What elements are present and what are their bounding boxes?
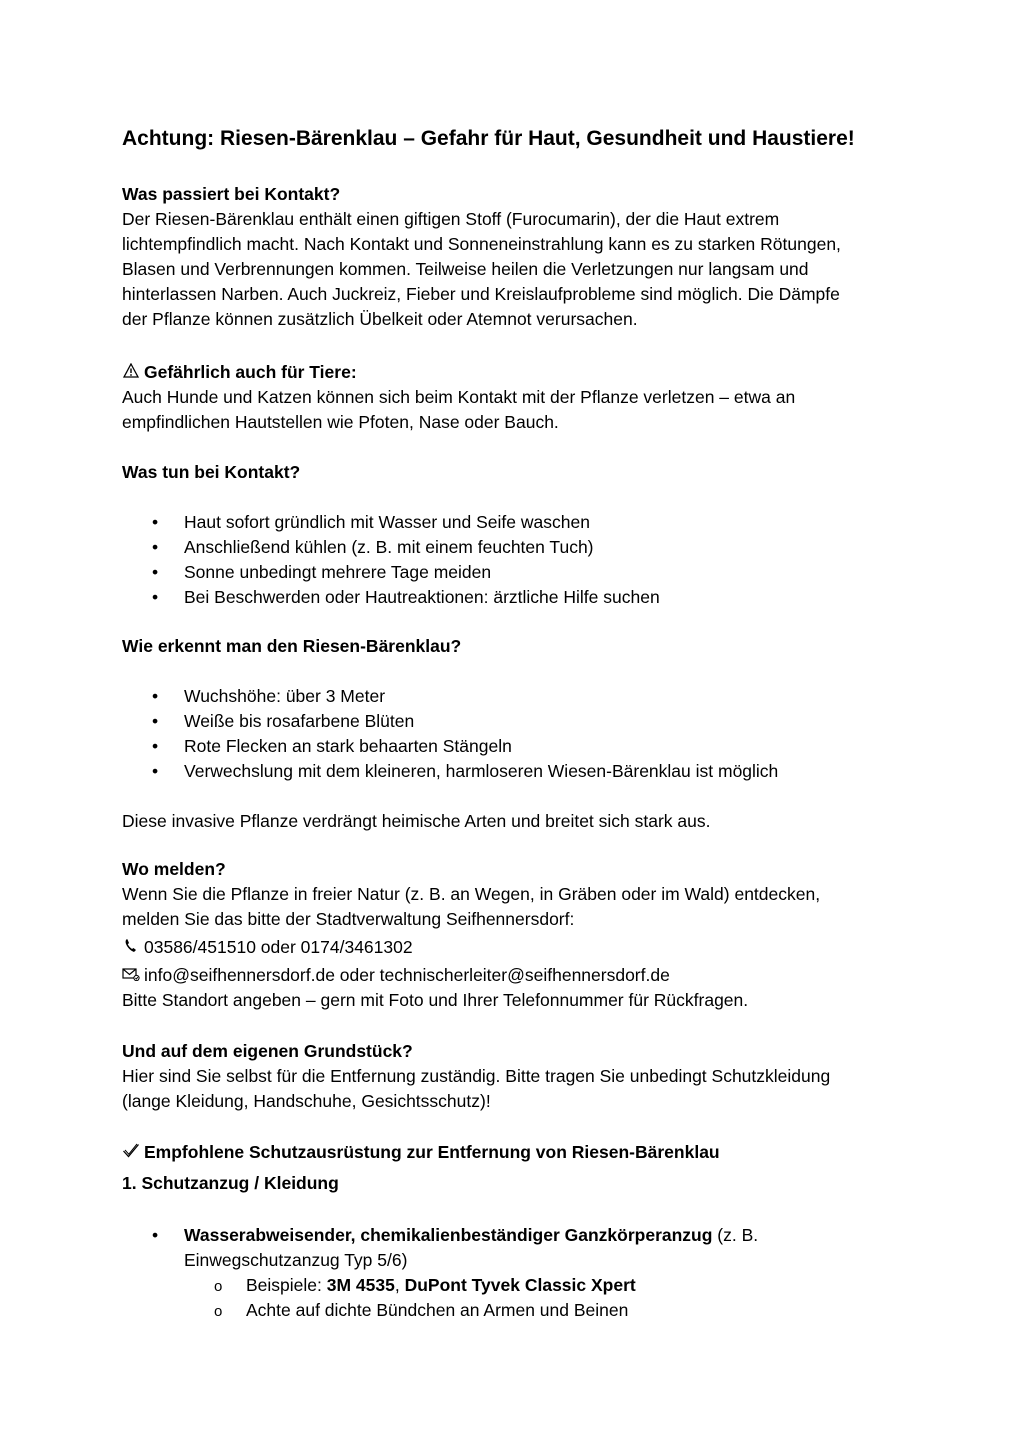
recognize-heading: Wie erkennt man den Riesen-Bärenklau? <box>122 636 462 656</box>
report-heading: Wo melden? <box>122 859 226 879</box>
bullet-icon: • <box>152 512 159 532</box>
bullet-icon: • <box>152 711 159 731</box>
todo-heading: Was tun bei Kontakt? <box>122 462 301 482</box>
contact-line: lichtempfindlich macht. Nach Kontakt und Sonneneinstrahlung kann es zu starken Rötungen, <box>122 234 841 254</box>
equipment-heading-row <box>122 1140 720 1166</box>
equipment-item-line2: Einwegschutzanzug Typ 5/6) <box>184 1250 408 1270</box>
email-icon <box>122 964 140 989</box>
equipment-section-1: 1. Schutzanzug / Kleidung <box>122 1173 339 1193</box>
bullet-icon: • <box>152 537 159 557</box>
sub-prefix: Beispiele: <box>246 1275 327 1295</box>
bullet-icon: • <box>152 761 159 781</box>
page-title: Achtung: Riesen-Bärenklau – Gefahr für Haut, Gesundheit und Haustiere! <box>122 127 855 150</box>
bullet-icon: • <box>152 686 159 706</box>
phone-row <box>122 935 413 961</box>
bullet-icon: • <box>152 1225 159 1245</box>
contact-heading: Was passiert bei Kontakt? <box>122 184 341 204</box>
bullet-icon: • <box>152 562 159 582</box>
bullet-icon: • <box>152 587 159 607</box>
contact-line: hinterlassen Narben. Auch Juckreiz, Fieber und Kreislaufprobleme sind möglich. Die Dämpfe <box>122 284 840 304</box>
equipment-item-bold: Wasserabweisender, chemikalienbeständiger Ganzkörperanzug <box>184 1225 713 1245</box>
bullet-icon: • <box>152 736 159 756</box>
list-item: Wuchshöhe: über 3 Meter <box>184 686 386 706</box>
equipment-heading: Empfohlene Schutzausrüstung zur Entfernung von Riesen-Bärenklau <box>144 1142 720 1162</box>
equipment-item <box>184 1223 758 1248</box>
sub-product-1: 3M 4535 <box>326 1275 395 1295</box>
report-line: melden Sie das bitte der Stadtverwaltung Seifhennersdorf: <box>122 909 575 929</box>
contact-line: Der Riesen-Bärenklau enthält einen giftigen Stoff (Furocumarin), der die Haut extrem <box>122 209 780 229</box>
list-item: Sonne unbedingt mehrere Tage meiden <box>184 562 492 582</box>
checkmark-icon <box>122 1141 140 1166</box>
equipment-item-rest: (z. B. <box>712 1225 759 1245</box>
list-item: Verwechslung mit dem kleineren, harmloseren Wiesen-Bärenklau ist möglich <box>184 761 779 781</box>
list-item: Rote Flecken an stark behaarten Stängeln <box>184 736 512 756</box>
invasive-text: Diese invasive Pflanze verdrängt heimische Arten und breitet sich stark aus. <box>122 811 711 831</box>
sub-product-2: DuPont Tyvek Classic Xpert <box>404 1275 636 1295</box>
list-item: Bei Beschwerden oder Hautreaktionen: ärztliche Hilfe suchen <box>184 587 660 607</box>
property-heading: Und auf dem eigenen Grundstück? <box>122 1041 413 1061</box>
equipment-sub-item <box>246 1273 636 1298</box>
report-line: Wenn Sie die Pflanze in freier Natur (z. B. an Wegen, in Gräben oder im Wald) entdecken, <box>122 884 821 904</box>
list-item: Anschließend kühlen (z. B. mit einem feuchten Tuch) <box>184 537 594 557</box>
report-note: Bitte Standort angeben – gern mit Foto und Ihrer Telefonnummer für Rückfragen. <box>122 990 749 1010</box>
sub-separator: , <box>394 1275 405 1295</box>
phone-text[interactable]: 03586/451510 oder 0174/3461302 <box>144 937 413 957</box>
list-item: Haut sofort gründlich mit Wasser und Seife waschen <box>184 512 590 532</box>
warning-icon <box>122 361 140 386</box>
phone-icon <box>122 936 140 961</box>
animals-heading-row <box>122 360 357 386</box>
email-row <box>122 963 670 989</box>
contact-line: Blasen und Verbrennungen kommen. Teilweise heilen die Verletzungen nur langsam und <box>122 259 809 279</box>
animals-line: Auch Hunde und Katzen können sich beim Kontakt mit der Pflanze verletzen – etwa an <box>122 387 796 407</box>
contact-line: der Pflanze können zusätzlich Übelkeit oder Atemnot verursachen. <box>122 309 638 329</box>
animals-heading: Gefährlich auch für Tiere: <box>144 362 357 382</box>
animals-line: empfindlichen Hautstellen wie Pfoten, Nase oder Bauch. <box>122 412 559 432</box>
property-line: Hier sind Sie selbst für die Entfernung zuständig. Bitte tragen Sie unbedingt Schutzkleidung <box>122 1066 831 1086</box>
equipment-sub-item: Achte auf dichte Bündchen an Armen und Beinen <box>246 1300 629 1320</box>
list-item: Weiße bis rosafarbene Blüten <box>184 711 415 731</box>
sub-bullet-icon: o <box>214 1303 223 1320</box>
email-text[interactable]: info@seifhennersdorf.de oder technischerleiter@seifhennersdorf.de <box>144 965 670 985</box>
sub-bullet-icon: o <box>214 1278 223 1295</box>
property-line: (lange Kleidung, Handschuhe, Gesichtsschutz)! <box>122 1091 491 1111</box>
